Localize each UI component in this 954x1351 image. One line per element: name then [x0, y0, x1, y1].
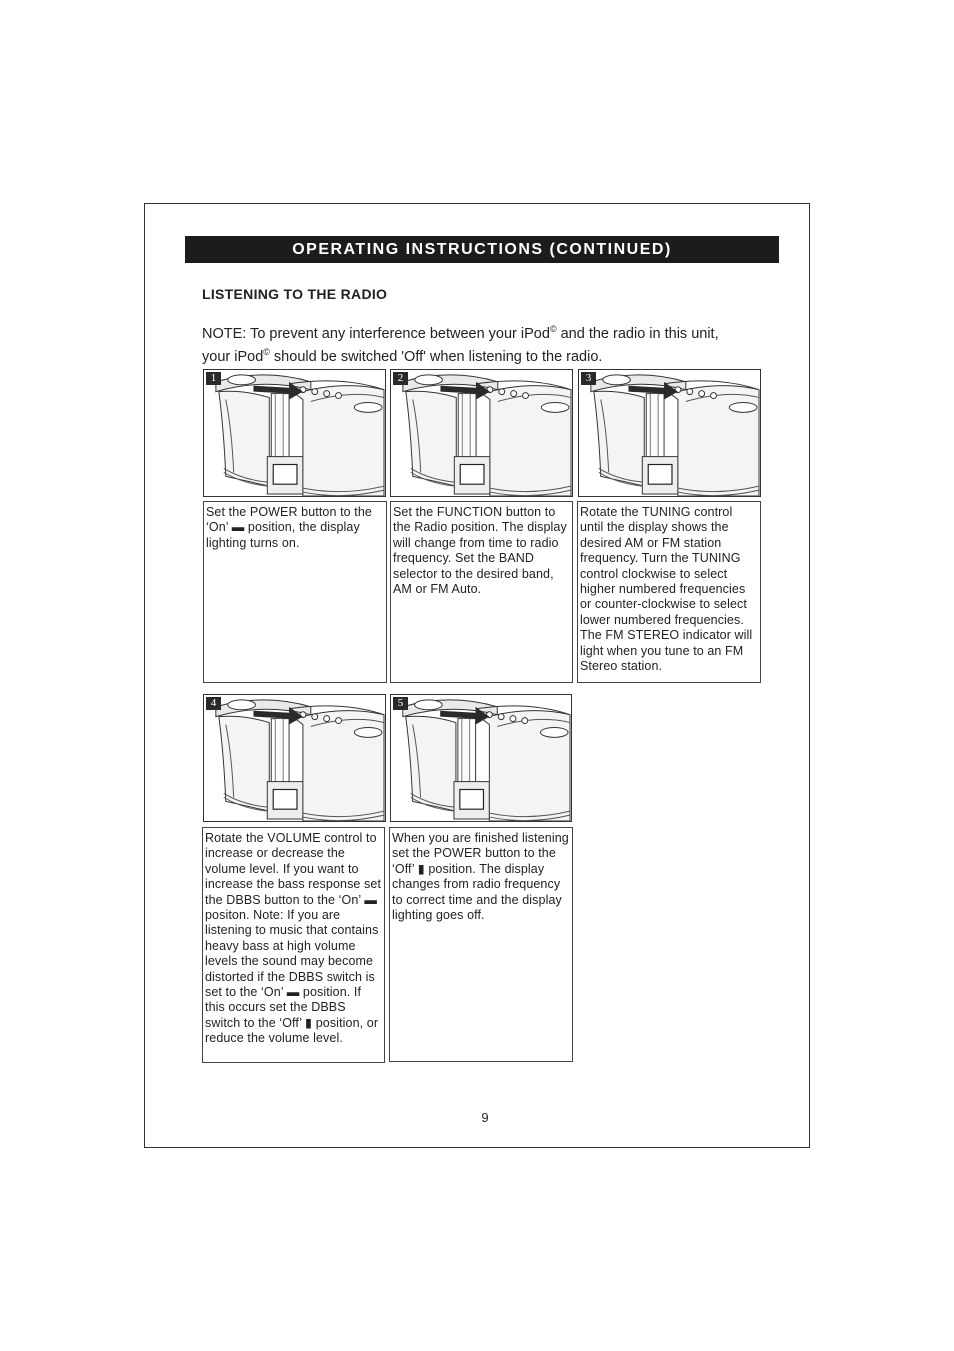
copyright-mark: ©: [549, 324, 557, 334]
speaker-dock-illustration: [204, 370, 385, 496]
step-2-illustration: [390, 369, 573, 497]
speaker-dock-illustration: [204, 695, 385, 821]
step-number: 3: [581, 372, 596, 385]
step-1-illustration: [203, 369, 386, 497]
speaker-dock-illustration: [391, 370, 572, 496]
step-number: 4: [206, 697, 221, 710]
speaker-dock-illustration: [391, 695, 571, 821]
step-number: 1: [206, 372, 221, 385]
copyright-mark: ©: [263, 346, 270, 357]
section-title: LISTENING TO THE RADIO: [202, 286, 388, 302]
step-2-text: Set the FUNCTION button to the Radio position. The display will change from time to radio frequency. Set the BAND selector to the desired band, AM or FM Auto.: [390, 501, 573, 683]
note-text-1: NOTE: To prevent any interference between your iPod: [202, 325, 550, 342]
step-number: 5: [393, 697, 408, 710]
section-header: OPERATING INSTRUCTIONS (CONTINUED): [185, 236, 779, 263]
step-4-illustration: [203, 694, 386, 822]
step-3-text: Rotate the TUNING control until the display shows the desired AM or FM station frequency. Turn the TUNING control clockwise to select higher numbered frequencies or counter-clockwise to select lower numbered frequencies. The FM STEREO indicator will light when you tune to an FM Stereo station.: [577, 501, 761, 683]
step-3-illustration: [578, 369, 761, 497]
note-text-3: your iPod: [202, 348, 264, 365]
speaker-dock-illustration: [579, 370, 760, 496]
step-5-text: When you are finished listening set the POWER button to the ‘Off’ ▮ position. The display changes from radio frequency to correct time and the display lighting goes off.: [389, 827, 573, 1062]
note-text-2: and the radio in this unit,: [556, 325, 719, 342]
note-text-4: should be switched 'Off' when listening to the radio.: [269, 348, 603, 365]
step-5-illustration: [390, 694, 572, 822]
note-paragraph: [202, 320, 782, 366]
page-number: 9: [481, 1110, 489, 1125]
step-4-text: Rotate the VOLUME control to increase or decrease the volume level. If you want to increase the bass response set the DBBS button to the ‘On’ ▬ positon. Note: If you are listening to music that contains heavy bass at high volume levels the sound may become distorted if the DBBS switch is set to the ‘On’ ▬ position. If this occurs set the DBBS switch to the ‘Off’ ▮ position, or reduce the volume level.: [202, 827, 385, 1063]
step-1-text: Set the POWER button to the ‘On’ ▬ position, the display lighting turns on.: [203, 501, 387, 683]
step-number: 2: [393, 372, 408, 385]
